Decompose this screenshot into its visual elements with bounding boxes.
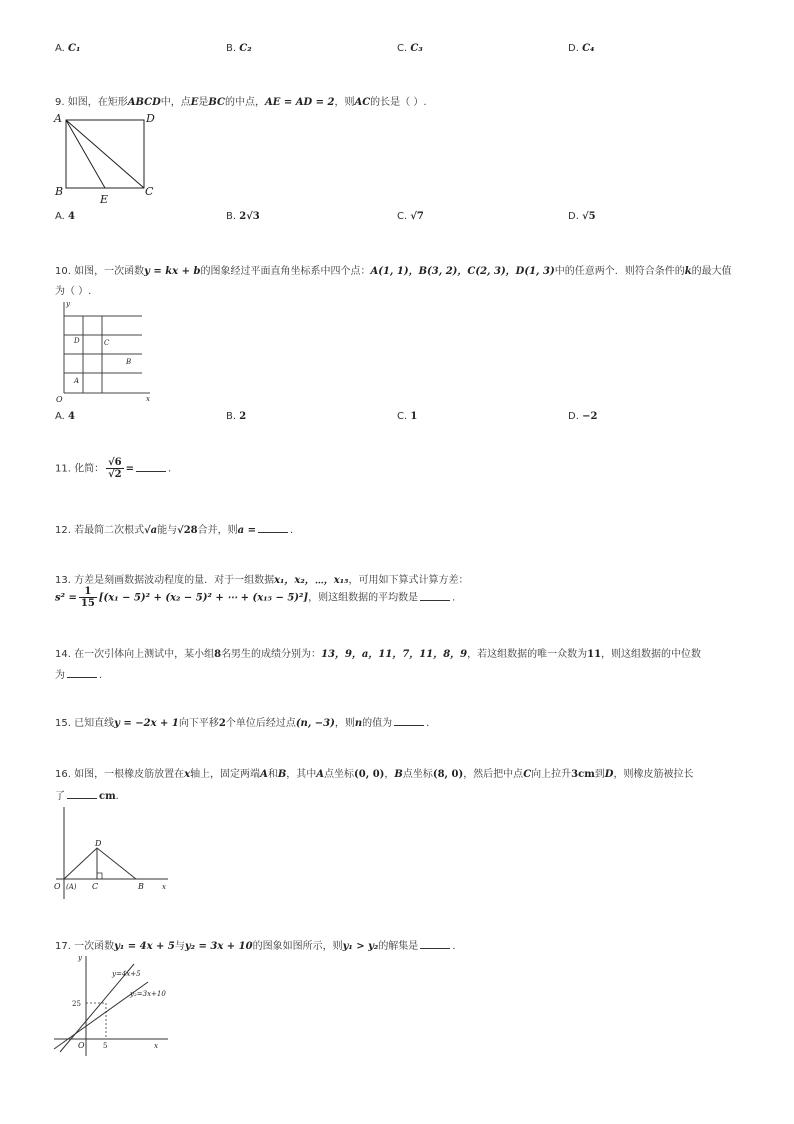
q9-option-d	[568, 211, 596, 222]
q15-text: ，则	[334, 718, 355, 729]
option-label: B.	[226, 211, 237, 222]
q13-text: 13. 方差是刻画数据波动程度的量．对于一组数据	[55, 575, 275, 586]
q15-point: (n, −3)	[295, 718, 335, 729]
q10-x-label: x	[146, 395, 150, 403]
q8-option-c	[397, 43, 423, 54]
q9-label-d: D	[146, 112, 155, 125]
option-label: A.	[55, 43, 65, 54]
q16-text: 向上拉升	[531, 769, 572, 780]
q16-label-c: C	[92, 882, 99, 891]
q15-text: 个单位后经过点	[225, 718, 296, 729]
q16-b: B	[277, 769, 287, 780]
q14-text: ，则这组数据的中位数	[601, 649, 702, 660]
q13-text: ，可用如下算式计算方差：	[348, 575, 469, 586]
option-value: √7	[410, 211, 424, 222]
q13-stem-line2	[55, 586, 455, 609]
q13-numerator: 1	[79, 586, 97, 598]
q9-rectangle-figure	[50, 108, 160, 206]
q11-fraction	[106, 457, 124, 480]
q15-n: n	[354, 718, 363, 729]
option-value: C₄	[582, 43, 595, 54]
q15-text: 的值为	[362, 718, 393, 729]
q10-option-a	[55, 411, 75, 422]
q9-point-e: E	[190, 97, 199, 108]
q13-text: .	[452, 592, 456, 604]
q17-tick-25: 25	[72, 1000, 81, 1008]
q16-unit: cm	[99, 791, 116, 802]
q16-text: .	[115, 791, 119, 802]
q16-d: D	[604, 769, 614, 780]
q17-text: 的解集是	[378, 941, 419, 952]
q10-option-d	[568, 411, 597, 422]
q15-text: .	[426, 718, 430, 729]
q10-points: A(1, 1)，B(3, 2)，C(2, 3)，D(1, 3)	[370, 266, 555, 277]
q17-text: 与	[174, 941, 185, 952]
q11-answer-blank[interactable]	[136, 462, 166, 472]
q9-ac: AC	[354, 97, 371, 108]
q17-text: 的图象如图所示，则	[252, 941, 343, 952]
q8-option-d	[568, 43, 594, 54]
q9-text: 9. 如图，在矩形	[55, 97, 128, 108]
q13-text: ，则这组数据的平均数是	[308, 592, 419, 604]
q17-function-2: y₂ = 3x + 10	[184, 941, 253, 952]
q16-label-a: (A)	[66, 883, 77, 891]
q14-answer-blank[interactable]	[67, 668, 97, 678]
q17-inequality: y₁ > y₂	[342, 941, 379, 952]
q16-c: C	[523, 769, 532, 780]
q8-option-b	[226, 43, 252, 54]
q12-text: 12. 若最简二次根式	[55, 525, 145, 536]
q16-text: 16. 如图，一根橡皮筋放置在	[55, 769, 185, 780]
q11-numerator: √6	[108, 457, 122, 468]
q10-point-b: B	[126, 358, 132, 366]
q16-b: B	[394, 769, 403, 780]
option-label: C.	[397, 43, 408, 54]
q15-text: 15. 已知直线	[55, 718, 115, 729]
q9-option-b	[226, 211, 260, 222]
option-label: B.	[226, 411, 237, 422]
option-label: C.	[397, 211, 408, 222]
q13-expression: [(x₁ − 5)² + (x₂ − 5)² + ⋯ + (x₁₅ − 5)²]	[98, 592, 309, 604]
q10-option-b	[226, 411, 246, 422]
option-label: C.	[397, 411, 408, 422]
q17-x-label: x	[154, 1042, 158, 1050]
q12-text: .	[290, 525, 294, 536]
q10-point-d: D	[74, 337, 80, 345]
q16-text: 点坐标	[402, 769, 433, 780]
q16-point-b: (8, 0)	[432, 769, 464, 780]
q11-equals: =	[125, 463, 135, 475]
option-label: B.	[226, 43, 237, 54]
option-label: A.	[55, 211, 65, 222]
option-value: C₁	[68, 43, 81, 54]
q16-label-x: x	[162, 883, 166, 891]
q9-condition: AE = AD = 2	[265, 97, 335, 108]
option-value: −2	[582, 411, 598, 422]
q9-label-a: A	[54, 112, 62, 125]
q14-text: 为	[55, 670, 65, 681]
q16-text: 到	[594, 769, 605, 780]
q14-mode: 11	[587, 649, 602, 660]
q14-text: ，若这组数据的唯一众数为	[467, 649, 588, 660]
q9-text: ，则	[334, 97, 355, 108]
q13-data: x₁，x₂，⋯，x₁₅	[274, 575, 349, 586]
q9-rect: ABCD	[127, 97, 161, 108]
q13-answer-blank[interactable]	[420, 591, 450, 601]
q17-answer-blank[interactable]	[420, 939, 450, 949]
option-value: C₂	[239, 43, 252, 54]
q12-radical-28: √28	[177, 525, 198, 536]
q9-label-e: E	[100, 193, 109, 206]
option-value: √5	[582, 211, 596, 222]
q11-text: 11. 化简：	[55, 463, 105, 475]
q16-text: ，然后把中点	[463, 769, 524, 780]
q14-count: 8	[214, 649, 222, 660]
q9-text: 中，点	[160, 97, 191, 108]
q16-answer-blank[interactable]	[67, 789, 97, 799]
q12-text: 能与	[157, 525, 178, 536]
q10-stem-line1	[55, 262, 732, 277]
q17-text: .	[452, 941, 456, 952]
q16-text: 了	[55, 791, 65, 802]
q9-option-c	[397, 211, 424, 222]
q13-variance-symbol: s² =	[55, 592, 77, 604]
q17-line2-label: y₂=3x+10	[130, 990, 166, 998]
q14-text: .	[99, 670, 103, 681]
q16-text: ，则橡皮筋被拉长	[613, 769, 694, 780]
q12-stem	[55, 521, 293, 536]
q16-length: 3cm	[571, 769, 595, 780]
q11-stem	[55, 457, 171, 480]
q12-variable: a =	[237, 525, 256, 536]
q9-label-c: C	[145, 185, 154, 198]
q16-text: 点坐标	[324, 769, 355, 780]
q17-origin-label: O	[78, 1041, 85, 1050]
q16-label-b: B	[138, 882, 144, 891]
q17-function-1: y₁ = 4x + 5	[114, 941, 175, 952]
option-label: D.	[568, 411, 579, 422]
q10-text: 的图象经过平面直角坐标系中四个点：	[200, 266, 371, 277]
q9-option-a	[55, 211, 75, 222]
option-value: 4	[68, 211, 75, 222]
q12-text: 合并，则	[197, 525, 238, 536]
q16-label-d: D	[95, 839, 102, 848]
q16-rubber-band-figure	[50, 803, 175, 903]
option-value: 4	[68, 411, 75, 422]
q8-option-a	[55, 43, 80, 54]
q17-tick-5: 5	[103, 1042, 108, 1050]
q12-radical-a: √a	[144, 525, 158, 536]
q13-fraction	[79, 586, 97, 609]
option-label: A.	[55, 411, 65, 422]
q16-a: A	[316, 769, 325, 780]
q10-text: 10. 如图，一次函数	[55, 266, 145, 277]
q10-text: 中的任意两个．则符合条件的	[554, 266, 685, 277]
q15-shift: 2	[218, 718, 226, 729]
q10-point-a: A	[74, 377, 80, 385]
q9-stem	[55, 93, 427, 108]
q10-text: 的最大值	[691, 266, 732, 277]
q15-line: y = −2x + 1	[114, 718, 179, 729]
q10-stem-line2: 为（ ）.	[55, 286, 92, 297]
q16-text: 和	[267, 769, 278, 780]
q9-bc: BC	[208, 97, 225, 108]
option-label: D.	[568, 211, 579, 222]
q16-text: 轴上，固定两端	[190, 769, 261, 780]
q14-values: 13，9，a，11，7，11，8，9	[321, 649, 468, 660]
q10-origin-label: O	[56, 395, 63, 404]
q15-answer-blank[interactable]	[394, 716, 424, 726]
q9-text: 是	[198, 97, 209, 108]
q10-k: k	[684, 266, 692, 277]
q17-stem	[55, 937, 456, 952]
q14-text: 14. 在一次引体向上测试中，某小组	[55, 649, 215, 660]
q16-a: A	[260, 769, 268, 780]
q13-stem-line1	[55, 571, 469, 586]
option-value: 2	[239, 411, 247, 422]
q17-line1-label: y=4x+5	[112, 970, 141, 978]
q16-point-a: (0, 0)	[354, 769, 385, 780]
q9-text: 的中点，	[225, 97, 265, 108]
q17-y-label: y	[78, 954, 82, 962]
q11-denominator: √2	[108, 469, 122, 480]
option-value: C₃	[410, 43, 423, 54]
q16-stem-line2	[55, 787, 119, 802]
q14-stem-line2	[55, 666, 102, 681]
q16-text: ，其中	[286, 769, 317, 780]
q16-x: x	[184, 769, 191, 780]
q15-stem	[55, 714, 429, 729]
q13-denominator: 15	[80, 598, 95, 609]
q17-line-graph-figure	[50, 952, 175, 1060]
option-value: 1	[410, 411, 418, 422]
q12-answer-blank[interactable]	[258, 523, 288, 533]
q15-text: 向下平移	[178, 718, 219, 729]
q17-text: 17. 一次函数	[55, 941, 115, 952]
q10-function: y = kx + b	[144, 266, 201, 277]
q16-label-o: O	[54, 882, 61, 891]
q10-option-c	[397, 411, 417, 422]
q16-text: ，	[384, 769, 395, 780]
q9-text: 的长是（ ）.	[370, 97, 427, 108]
q16-stem-line1	[55, 765, 693, 780]
q9-label-b: B	[55, 185, 64, 198]
option-value: 2√3	[239, 211, 260, 222]
q10-y-label: y	[66, 300, 70, 308]
q10-grid-figure	[50, 296, 160, 406]
q10-point-c: C	[104, 339, 110, 347]
q14-text: 名男生的成绩分别为：	[221, 649, 322, 660]
option-label: D.	[568, 43, 579, 54]
q11-text: .	[168, 463, 172, 475]
q14-stem-line1	[55, 645, 701, 660]
